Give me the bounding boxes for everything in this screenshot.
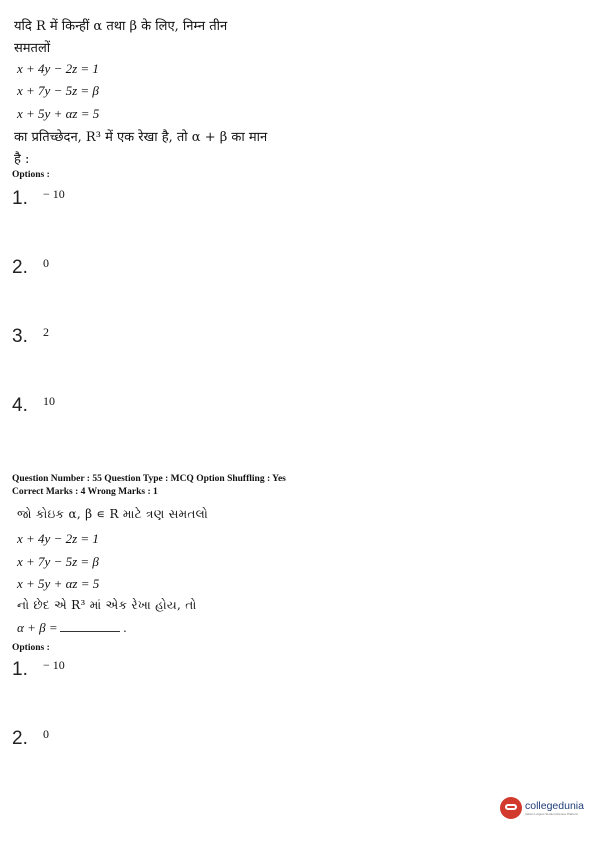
q54-option-4[interactable]: [12, 395, 55, 417]
q54-hindi-line-2: समतलों: [14, 41, 51, 56]
answer-prefix: α + β =: [17, 620, 58, 635]
q55-gujarati-line-1: જો કોઇક α, β ∊ R માટે ત્રણ સમતલો: [17, 507, 208, 521]
q54-option-1[interactable]: [12, 188, 65, 210]
option-number: 3.: [12, 326, 28, 347]
q55-header-line-2: Correct Marks : 4 Wrong Marks : 1: [12, 487, 158, 497]
q54-option-2[interactable]: [12, 257, 49, 279]
q54-options-label: Options :: [12, 170, 50, 180]
option-number: 2.: [12, 728, 28, 749]
q54-equation-3: x + 5y + αz = 5: [17, 106, 100, 121]
collegedunia-logo-icon: [500, 797, 522, 819]
q55-header-line-1: Question Number : 55 Question Type : MCQ Option Shuffling : Yes: [12, 474, 286, 484]
option-number: 4.: [12, 395, 28, 416]
q55-answer-blank-line: [17, 620, 127, 636]
collegedunia-logo: [500, 797, 584, 819]
option-value: 0: [42, 727, 49, 741]
logo-tagline: India's Largest Student Review Platform: [525, 811, 579, 816]
option-number: 1.: [12, 659, 28, 680]
q54-equation-2: x + 7y − 5z = β: [17, 83, 99, 98]
q55-gujarati-line-2: નો છેદ એ R³ માં એક રેખા હોય, તો: [17, 598, 197, 612]
answer-blank: [60, 631, 120, 632]
q55-equation-2: x + 7y − 5z = β: [17, 554, 99, 569]
option-number: 1.: [12, 188, 28, 209]
q55-equation-1: x + 4y − 2z = 1: [17, 531, 99, 546]
q54-hindi-line-4: है :: [14, 152, 30, 167]
q55-equation-3: x + 5y + αz = 5: [17, 576, 100, 591]
q55-option-2[interactable]: [12, 728, 49, 750]
q54-option-3[interactable]: [12, 326, 49, 348]
logo-brand-text: collegedunia: [525, 799, 584, 812]
option-value: 10: [42, 394, 55, 408]
q55-option-1[interactable]: [12, 659, 65, 681]
q55-options-label: Options :: [12, 643, 50, 653]
q54-hindi-line-1: यदि R में किन्हीं α तथा β के लिए, निम्न तीन: [14, 19, 228, 34]
option-value: 0: [42, 256, 49, 270]
option-value: 2: [42, 325, 49, 339]
q54-hindi-line-3: का प्रतिच्छेदन, R³ में एक रेखा है, तो α + β का मान: [14, 130, 268, 145]
answer-suffix: .: [123, 620, 127, 635]
q54-equation-1: x + 4y − 2z = 1: [17, 61, 99, 76]
option-value: − 10: [42, 658, 65, 672]
option-value: − 10: [42, 187, 65, 201]
option-number: 2.: [12, 257, 28, 278]
